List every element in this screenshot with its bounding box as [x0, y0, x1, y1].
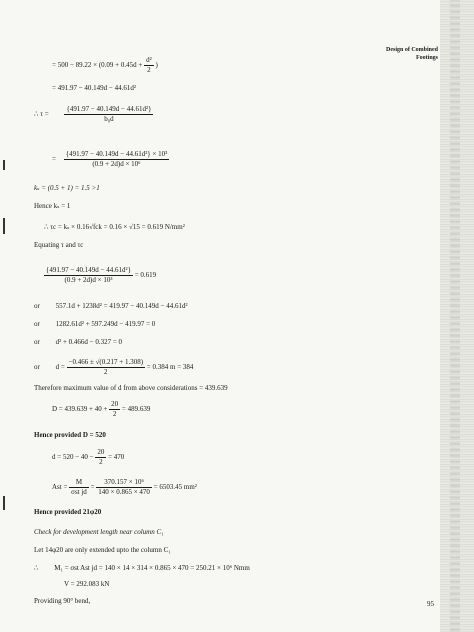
fraction: $\frac{\text{\{491.97 − 40.149d − 44.61d²\}}}{\text{(0.9 + 2d)d × 10³}}$ [46, 266, 131, 284]
text-line-8: Equating τ and τc [34, 241, 84, 249]
running-header [386, 46, 438, 62]
equation-line-3: ∴ τ = $\frac{\text{\{491.97 − 40.149d − 44.61d²\}}}{\text{b₀d}}$ [34, 105, 152, 123]
equation-line-12: or d² + 0.466d − 0.327 = 0 [34, 338, 123, 346]
fraction: $\frac{20}{2}$ [97, 448, 105, 466]
text-line-14: Therefore maximum value of d from above considerations = 439.639 [34, 384, 228, 392]
equation-line-5: kₛ = (0.5 + 1) = 1.5 >1 [34, 184, 100, 192]
text-line-21: Let 14φ20 are only extended upto the column C₁ [34, 546, 171, 554]
scan-edge-shading-inner [450, 0, 460, 632]
equation-line-23: V = 292.083 kN [64, 580, 110, 588]
equation-line-7: ∴ τc = kₛ × 0.16√fck = 0.16 × √15 = 0.619 N/mm² [44, 223, 185, 231]
fraction: $\frac{\text{\{491.97 − 40.149d − 44.61d²\}}}{\text{b₀d}}$ [66, 105, 152, 123]
equation-line-17: d = 520 − 40 − $\frac{20}{2}$ = 470 [52, 448, 125, 466]
text-line-6: Hence kₛ = 1 [34, 202, 71, 210]
equation-line-13: or d = $\frac{-0.466 \pm √(0.217 + 1.308)}{2}$ = 0.384 m = 384 [34, 358, 194, 376]
equation-line-15: D = 439.639 + 40 + $\frac{20}{2}$ = 489.639 [52, 400, 151, 418]
margin-mark [3, 496, 5, 510]
page-number: 95 [427, 600, 434, 608]
margin-mark [3, 218, 5, 234]
fraction: $\frac{20}{2}$ [111, 400, 119, 418]
text-line-20: Check for development length near column C₁ [34, 528, 164, 536]
header-line-1: Design of Combined [385, 47, 438, 53]
equation-line-22: ∴ M₁ = σst Ast jd = 140 × 14 × 314 × 0.865 × 470 = 250.21 × 10⁶ Nmm [34, 564, 250, 572]
equation-line-2: = 491.97 − 40.149d − 44.61d² [52, 84, 136, 92]
margin-mark [3, 160, 5, 170]
equation-line-9: $\frac{\text{\{491.97 − 40.149d − 44.61d²\}}}{\text{(0.9 + 2d)d × 10³}}$ = 0.619 [46, 266, 157, 284]
equation-line-4: = $\frac{\text{\{491.97 − 40.149d − 44.61d²\} × 10³}}{\text{(0.9 + 2d)d × 10⁶}}$ [52, 150, 168, 168]
fraction: $\frac{-0.466 \pm √(0.217 + 1.308)}{2}$ [68, 358, 144, 376]
text-line-19: Hence provided 21φ20 [34, 508, 102, 516]
fraction: $\frac{\text{370.157 × 10⁶}}{140 \times 0.865 \times 470}$ [98, 478, 150, 496]
equation-line-10: or 557.1d + 1238d² = 419.97 − 40.149d − 44.61d² [34, 302, 188, 310]
text-line-24: Providing 90° bend, [34, 597, 91, 605]
equation-line-1: = 500 − 89.22 × (0.09 + 0.45d + $\frac{\text{d²}}{2}$ ) [52, 56, 158, 74]
equation-line-18: Ast = $\frac{M}{\text{σst jd}}$ = $\frac{\text{370.157 × 10⁶}}{140 \times 0.865 \times 470}$ = 6503.45 mm² [52, 478, 197, 496]
fraction: $\frac{\text{d²}}{2}$ [146, 56, 152, 74]
fraction: $\frac{\text{\{491.97 − 40.149d − 44.61d²\} × 10³}}{\text{(0.9 + 2d)d × 10⁶}}$ [65, 150, 168, 168]
equation-line-11: or 1282.61d² + 597.249d − 419.97 = 0 [34, 320, 156, 328]
fraction: $\frac{M}{\text{σst jd}}$ [71, 478, 87, 496]
header-line-2: Footings [415, 55, 438, 61]
text-line-16: Hence provided D = 520 [34, 431, 106, 439]
